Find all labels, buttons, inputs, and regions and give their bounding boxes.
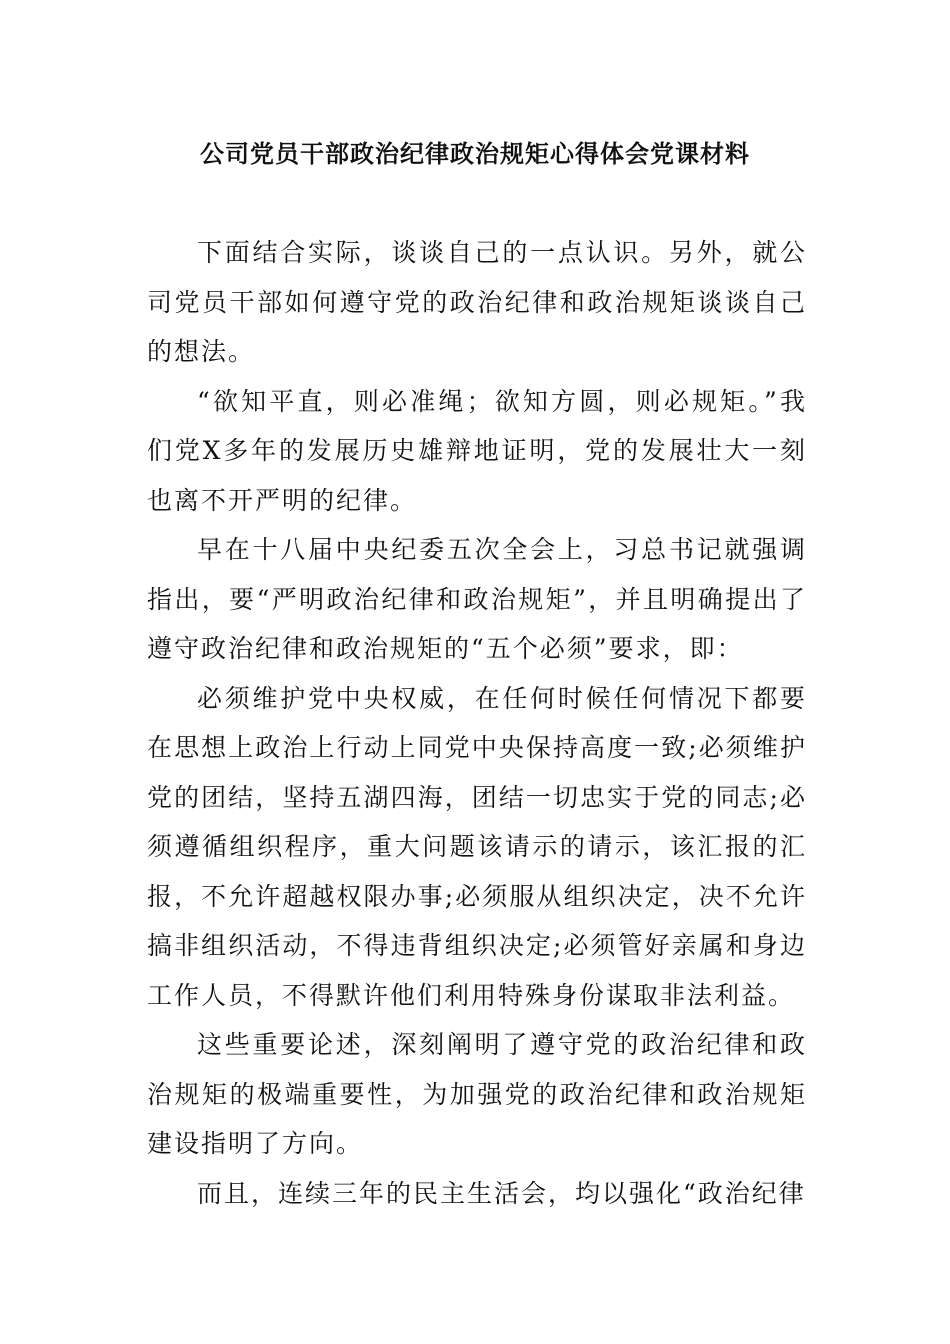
paragraph-2: “欲知平直，则必准绳；欲知方圆，则必规矩。”我们党X多年的发展历史雄辩地证明，党的发展壮大一刻也离不开严明的纪律。 xyxy=(147,386,807,515)
paragraph-5: 这些重要论述，深刻阐明了遵守党的政治纪律和政治规矩的极端重要性，为加强党的政治纪律和政治规矩建设指明了方向。 xyxy=(147,1030,807,1158)
paragraph-6: 而且，连续三年的民主生活会，均以强化“政治纪律 xyxy=(197,1178,806,1208)
paragraph-1: 下面结合实际，谈谈自己的一点认识。另外，就公司党员干部如何遵守党的政治纪律和政治规矩谈谈自己的想法。 xyxy=(147,238,807,366)
paragraph-3: 早在十八届中央纪委五次全会上，习总书记就强调指出，要“严明政治纪律和政治规矩”，并且明确提出了遵守政治纪律和政治规矩的“五个必须”要求，即： xyxy=(147,535,807,663)
document-title: 公司党员干部政治纪律政治规矩心得体会党课材料 xyxy=(200,139,750,168)
document-body xyxy=(147,228,807,1218)
paragraph-4: 必须维护党中央权威，在任何时候任何情况下都要在思想上政治上行动上同党中央保持高度一致;必须维护党的团结，坚持五湖四海，团结一切忠实于党的同志;必须遵循组织程序，重大问题该请示的请示，该汇报的汇报，不允许超越权限办事;必须服从组织决定，决不允许搞非组织活动，不得违背组织决定;必须管好亲属和身边工作人员，不得默许他们利用特殊身份谋取非法利益。 xyxy=(147,683,807,1010)
